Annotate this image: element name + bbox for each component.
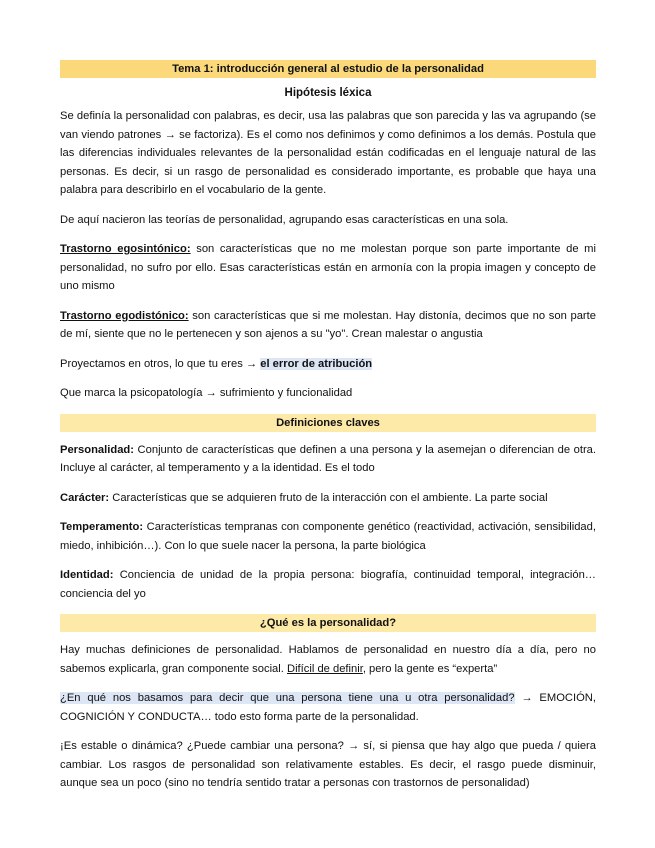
term-personalidad: Personalidad: [60, 443, 134, 456]
term-egodistonico: Trastorno egodistónico: [60, 309, 189, 322]
term-caracter: Carácter: [60, 491, 110, 504]
text-egosintonico: son características que no me molestan porque son parte importante de mi personalidad, no sufro por ello. Esas características están en armonía con la propia imagen y concepto de uno mismo [60, 243, 596, 292]
section-que-es: ¿Qué es la personalidad? [60, 614, 596, 632]
document-title: Tema 1: introducción general al estudio de la personalidad [60, 60, 596, 78]
text-egodistonico: son características que si me molestan. Hay distonía, decimos que no son parte de mí, siente que no le pertenecen y son ajenos a su "yo". Crean malestar o angustia [60, 309, 596, 340]
highlight-error-atribucion: el error de atribución [260, 357, 373, 370]
document-page [60, 60, 596, 804]
paragraph-estable: ¡Es estable o dinámica? ¿Puede cambiar una persona? → sí, si piensa que hay algo que pueda / quiera cambiar. Los rasgos de personalidad son relativamente estables. Es decir, el rasgo puede disminuir, aunque sea un poco (sino no tendría sentido tratar a personas con trastornos de personalidad) [60, 740, 596, 789]
paragraph-egosintonico [60, 240, 596, 296]
text-temperamento: Características tempranas con componente genético (reactividad, activación, sensibilidad, miedo, inhibición…). Con lo que suele nacer la persona, la parte biológica [60, 521, 596, 552]
text-q1a: Hay muchas definiciones de personalidad. Hablamos de personalidad en nuestro día a día, pero no sabemos explicarla, gran componente social. [60, 644, 596, 675]
text-identidad: Conciencia de unidad de la propia persona: biografía, continuidad temporal, integración… conciencia del yo [60, 569, 596, 600]
text-personalidad: Conjunto de características que definen a una persona y la asemejan o diferencian de otra. Incluye al carácter, al temperamento y a la identidad. Es el todo [60, 443, 596, 474]
term-egosintonico: Trastorno egosintónico: [60, 243, 191, 255]
definition-identidad [60, 566, 596, 603]
paragraph-en-que [60, 689, 596, 726]
text-proyectamos: Proyectamos en otros, lo que tu eres → [60, 357, 261, 370]
paragraph-egodistonico [60, 307, 596, 344]
paragraph-definiciones-muchas [60, 641, 596, 678]
definition-personalidad [60, 441, 596, 478]
paragraph-hipotesis: Se definía la personalidad con palabras, es decir, usa las palabras que son parecida y las va agrupando (se van viendo patrones → se factoriza). Es el como nos definimos y como definimos a los demás. Postula que las diferencias individuales relevantes de la personalidad están codificadas en el lenguaje natural de las personas. Es decir, si un rasgo de personalidad es considerado importante, es probable que haya una palabra para describirlo en el vocabulario de la gente. [60, 110, 596, 196]
definition-caracter [60, 489, 596, 508]
text-caracter: Características que se adquieren fruto de la interacción con el ambiente. La parte social [109, 491, 548, 504]
text-emocion: → EMOCIÓN, COGNICIÓN Y CONDUCTA… todo esto forma parte de la personalidad. [60, 692, 596, 723]
term-temperamento: Temperamento: [60, 521, 144, 533]
underlined-dificil: Difícil de definir [286, 662, 363, 675]
subtitle-hipotesis: Hipótesis léxica [284, 87, 372, 99]
definition-temperamento [60, 518, 596, 555]
highlight-question: ¿En qué nos basamos para decir que una persona tiene una u otra personalidad? [60, 692, 515, 704]
text-q1b: , pero la gente es “experta” [362, 662, 498, 675]
paragraph-teorias: De aquí nacieron las teorías de personalidad, agrupando esas características en una sola. [60, 213, 509, 226]
paragraph-proyectamos [60, 355, 596, 374]
term-identidad: Identidad: [60, 569, 114, 581]
paragraph-psicopatologia: Que marca la psicopatología → sufrimiento y funcionalidad [60, 387, 353, 399]
section-definiciones: Definiciones claves [60, 414, 596, 432]
